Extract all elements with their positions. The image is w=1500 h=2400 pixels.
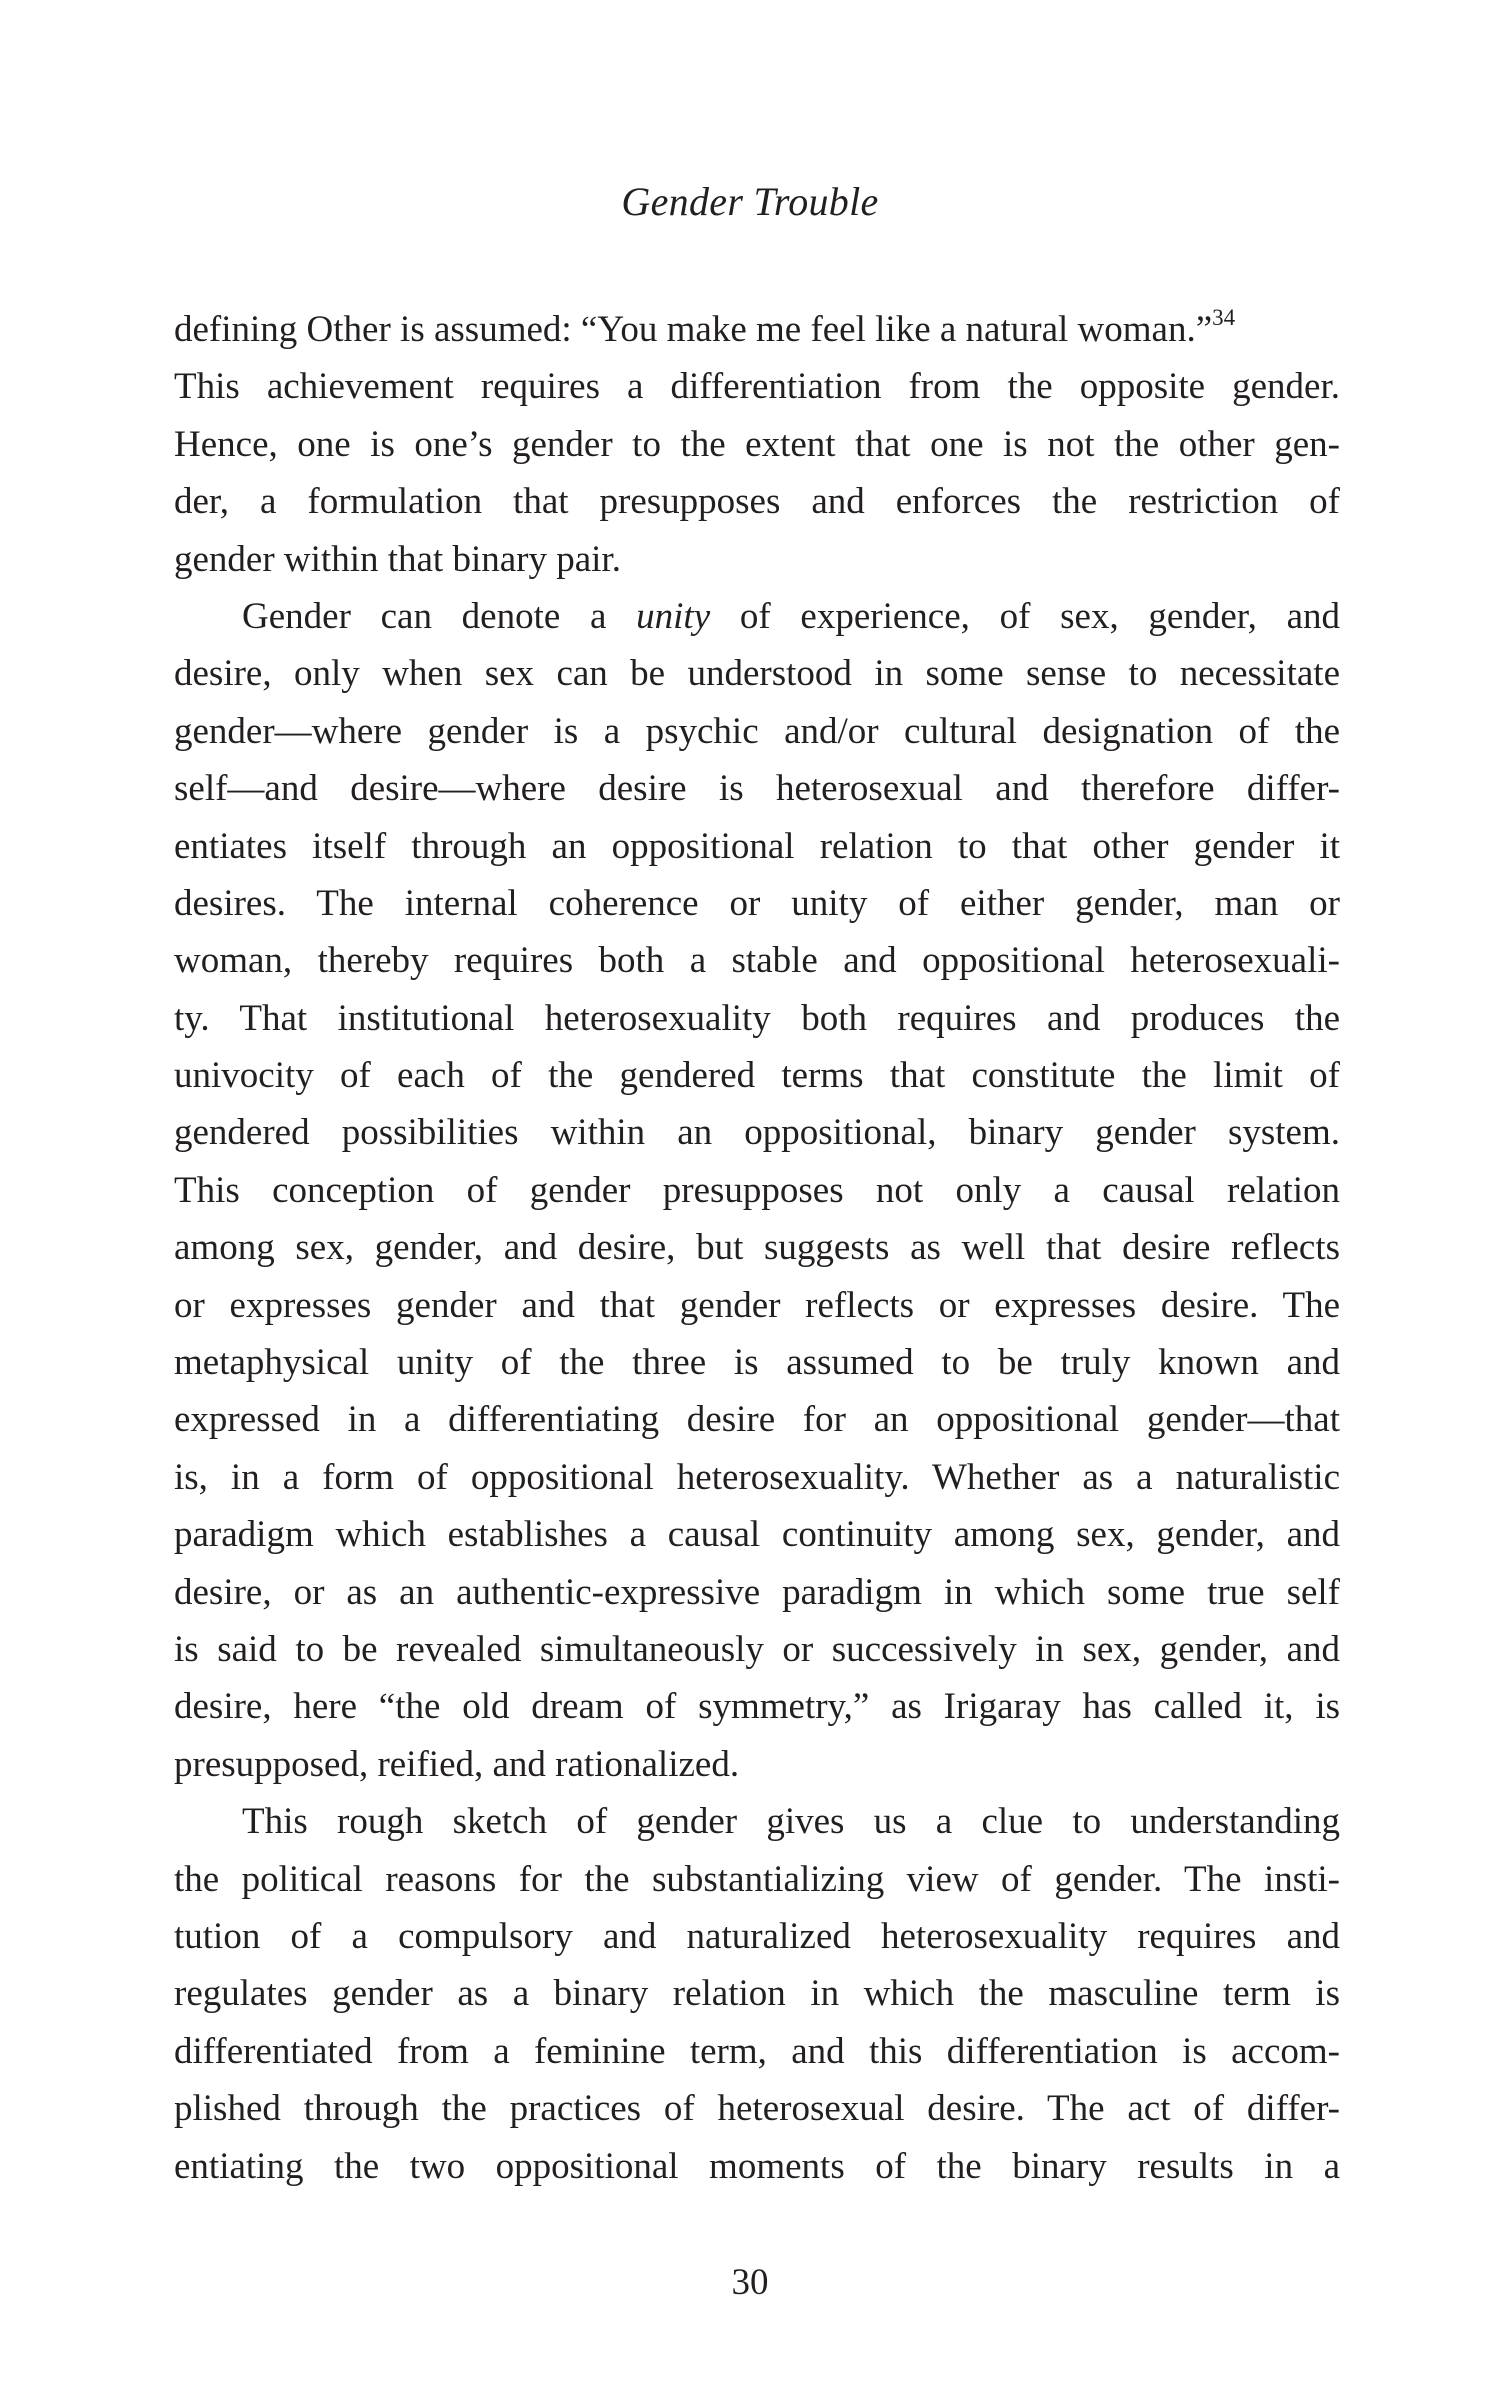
text-line: is, in a form of oppositional heterosexuality. Whether as a naturalistic [174, 1456, 1340, 1498]
text-line: expressed in a differentiating desire for an oppositional gender—that [174, 1399, 1340, 1441]
footnote-marker[interactable]: 34 [1212, 305, 1236, 330]
text-line: entiates itself through an oppositional relation to that other gender it [174, 825, 1340, 867]
text-line: or expresses gender and that gender reflects or expresses desire. The [174, 1284, 1340, 1326]
text-line: tution of a compulsory and naturalized heterosexuality requires and [174, 1915, 1340, 1957]
text-line [174, 588, 1340, 645]
running-head: Gender Trouble [621, 179, 879, 224]
text-line: gender—where gender is a psychic and/or cultural designation of the [174, 710, 1340, 752]
text-line: regulates gender as a binary relation in which the masculine term is [174, 1973, 1340, 2015]
text-line: desire, or as an authentic-expressive paradigm in which some true self [174, 1571, 1340, 1613]
text-line: presupposed, reified, and rationalized. [174, 1743, 740, 1785]
text-line: the political reasons for the substantializing view of gender. The insti- [174, 1858, 1340, 1900]
text-line: desire, here “the old dream of symmetry,” as Irigaray has called it, is [174, 1686, 1340, 1728]
page-number: 30 [731, 2262, 769, 2303]
text-line: self—and desire—where desire is heterosexual and therefore differ- [174, 768, 1340, 810]
text-line [174, 301, 1340, 358]
line-text: defining Other is assumed: “You make me feel like a natural woman.” [174, 309, 1213, 350]
text-line: desires. The internal coherence or unity of either gender, man or [174, 882, 1340, 924]
text-line: univocity of each of the gendered terms that constitute the limit of [174, 1055, 1340, 1097]
text-line: der, a formulation that presupposes and enforces the restriction of [174, 481, 1340, 523]
italic-word: unity [636, 595, 711, 637]
text-line: woman, thereby requires both a stable and oppositional heterosexuali- [174, 940, 1340, 982]
text-line: differentiated from a feminine term, and this differentiation is accom- [174, 2030, 1340, 2072]
text-line: paradigm which establishes a causal continuity among sex, gender, and [174, 1514, 1340, 1556]
text-line: metaphysical unity of the three is assumed to be truly known and [174, 1342, 1340, 1384]
text-line: plished through the practices of heterosexual desire. The act of differ- [174, 2088, 1340, 2130]
text-line: entiating the two oppositional moments of the binary results in a [174, 2145, 1340, 2187]
line-text: of experience, of sex, gender, and [739, 595, 1340, 637]
text-line: ty. That institutional heterosexuality both requires and produces the [174, 997, 1340, 1039]
text-line: desire, only when sex can be understood in some sense to necessitate [174, 653, 1340, 695]
body-text [174, 301, 1340, 2195]
text-line: among sex, gender, and desire, but suggests as well that desire reflects [174, 1227, 1340, 1269]
text-line: This rough sketch of gender gives us a clue to understanding [242, 1801, 1340, 1843]
text-line: This conception of gender presupposes not only a causal relation [174, 1169, 1340, 1211]
line-text: Gender can denote a [242, 595, 607, 637]
text-line: gendered possibilities within an oppositional, binary gender system. [174, 1112, 1340, 1154]
text-line: is said to be revealed simultaneously or successively in sex, gender, and [174, 1628, 1340, 1670]
text-line: Hence, one is one’s gender to the extent that one is not the other gen- [174, 423, 1340, 465]
text-line: gender within that binary pair. [174, 538, 621, 580]
text-line: This achievement requires a differentiation from the opposite gender. [174, 366, 1340, 408]
